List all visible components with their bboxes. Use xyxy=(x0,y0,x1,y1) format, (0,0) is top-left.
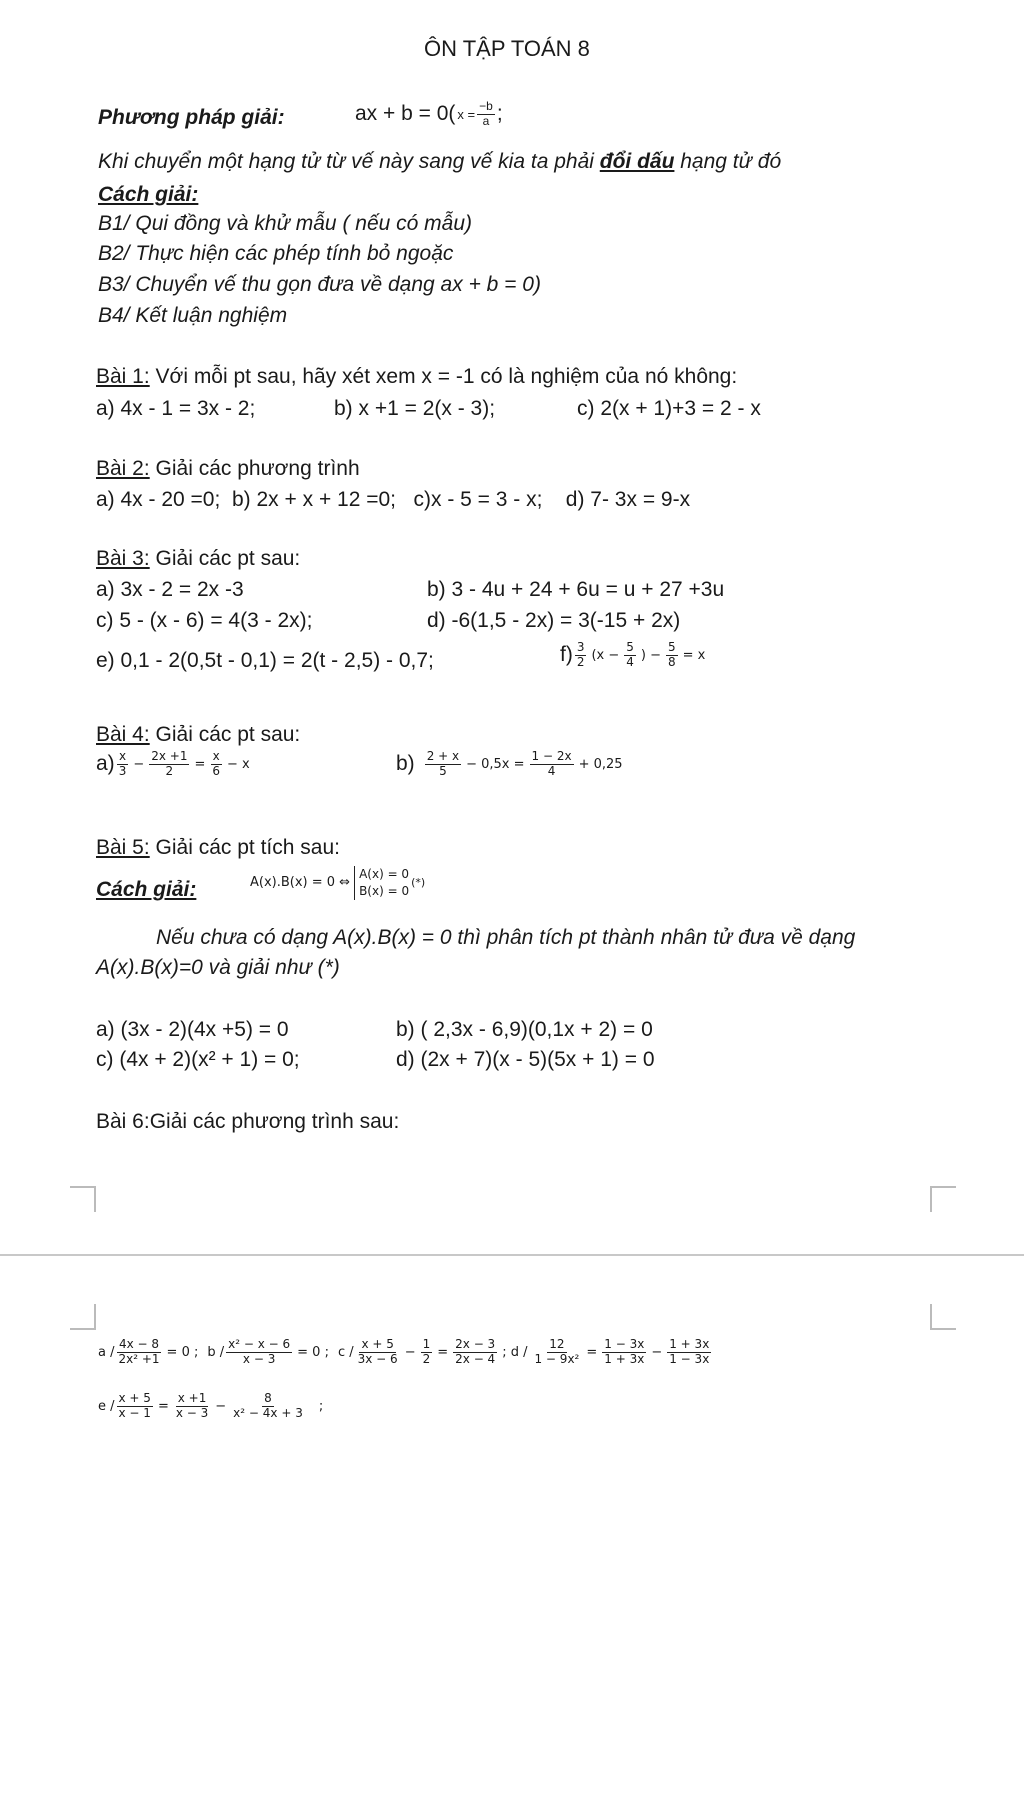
formula-lhs: ax + b = 0( xyxy=(355,102,456,126)
rule-prefix: Khi chuyển một hạng tử từ vế này sang vế kia ta phải xyxy=(98,150,600,173)
page-corner-mark xyxy=(70,1304,96,1330)
bai4-text: Giải các pt sau: xyxy=(149,723,301,746)
bai3-f xyxy=(560,641,708,670)
page-corner-mark xyxy=(930,1304,956,1330)
b4b-den2: 4 xyxy=(547,763,556,778)
f-num3: 5 xyxy=(668,640,676,654)
b4a-num3: x xyxy=(212,749,220,763)
b6e-den1: x − 1 xyxy=(118,1405,151,1420)
b6e-label: e / xyxy=(98,1398,115,1414)
bai3-e: e) 0,1 - 2(0,5t - 0,1) = 2(t - 2,5) - 0,7; xyxy=(96,649,434,672)
f-num2: 5 xyxy=(626,640,634,654)
b6a-label: a / xyxy=(98,1344,115,1360)
b6d-op: − xyxy=(651,1344,663,1360)
b6d-eq: = xyxy=(586,1344,598,1360)
bai1-c: c) 2(x + 1)+3 = 2 - x xyxy=(577,397,761,420)
method-rule xyxy=(98,150,781,174)
case-tag: (*) xyxy=(411,876,426,890)
bai3-text: Giải các pt sau: xyxy=(149,547,301,570)
bai1-a: a) 4x - 1 = 3x - 2; xyxy=(96,397,256,420)
bai3-d: d) -6(1,5 - 2x) = 3(-15 + 2x) xyxy=(427,609,681,632)
page-corner-mark xyxy=(930,1186,956,1212)
b6a-num: 4x − 8 xyxy=(118,1337,160,1351)
b6b-num: x² − x − 6 xyxy=(228,1337,291,1351)
bai4-b-label: b) xyxy=(396,752,415,776)
b6c-num1: x + 5 xyxy=(361,1337,394,1351)
page-separator xyxy=(0,1254,1024,1256)
bai2-heading xyxy=(96,457,360,481)
b4b-num1: 2 + x xyxy=(426,749,460,763)
method-formula xyxy=(355,100,503,129)
b6e-den2: x − 3 xyxy=(175,1405,209,1420)
b6e-num2: x +1 xyxy=(177,1391,207,1405)
bai5-b: b) ( 2,3x - 6,9)(0,1x + 2) = 0 xyxy=(396,1018,653,1041)
b4a-den2: 2 xyxy=(165,763,174,778)
b6d-num3: 1 + 3x xyxy=(669,1337,710,1351)
b6a-end: = 0 ; xyxy=(166,1344,199,1360)
case-1: A(x) = 0 xyxy=(359,867,410,881)
b4b-num2: 1 − 2x xyxy=(531,749,572,763)
bai3-c: c) 5 - (x - 6) = 4(3 - 2x); xyxy=(96,609,313,632)
bai6-row-2 xyxy=(98,1392,326,1421)
steps-title: Cách giải: xyxy=(98,183,199,206)
bai5-a: a) (3x - 2)(4x +5) = 0 xyxy=(96,1018,289,1041)
b4a-end: − x xyxy=(227,756,250,772)
b6e-den3: x² − 4x + 3 xyxy=(233,1405,303,1420)
page-title: ÔN TẬP TOÁN 8 xyxy=(424,36,590,61)
bai5-label: Bài 5: xyxy=(96,836,150,859)
b6c-den1: 3x − 6 xyxy=(357,1351,398,1366)
bai3-a: a) 3x - 2 = 2x -3 xyxy=(96,578,244,601)
b6c-eq: = xyxy=(437,1344,449,1360)
b6e-eq: = xyxy=(157,1398,169,1414)
bai3-f-label: f) xyxy=(560,643,573,667)
bai4-b xyxy=(396,750,626,779)
bai2-text: Giải các phương trình xyxy=(149,457,360,480)
b6c-den2: 2 xyxy=(422,1351,431,1366)
case-2: B(x) = 0 xyxy=(359,883,410,898)
bai5-d: d) (2x + 7)(x - 5)(5x + 1) = 0 xyxy=(396,1048,655,1071)
b6b-den: x − 3 xyxy=(242,1351,276,1366)
bai5-text: Giải các pt tích sau: xyxy=(149,836,340,859)
step-3: B3/ Chuyển vế thu gọn đưa về dạng ax + b = 0) xyxy=(98,273,541,296)
bai2-label: Bài 2: xyxy=(96,457,150,480)
b6e-end: ; xyxy=(318,1398,324,1414)
formula-end: ; xyxy=(496,102,503,126)
f-den3: 8 xyxy=(668,654,676,669)
b6c-den3: 2x − 4 xyxy=(455,1351,496,1366)
bai3-b: b) 3 - 4u + 24 + 6u = u + 27 +3u xyxy=(427,578,725,601)
formula-x: x = xyxy=(457,106,476,122)
bai2-row: a) 4x - 20 =0; b) 2x + x + 12 =0; c)x - 5 = 3 - x; d) 7- 3x = 9-x xyxy=(96,488,691,511)
b6c-num2: 1 xyxy=(422,1337,431,1351)
step-4: B4/ Kết luận nghiệm xyxy=(98,304,288,327)
bai5-method-formula xyxy=(250,866,425,900)
bai1-heading xyxy=(96,365,737,389)
b4b-mid: − 0,5x = xyxy=(466,756,525,772)
bai3-heading xyxy=(96,547,300,571)
f-end: = x xyxy=(682,647,706,663)
f-den1: 2 xyxy=(576,654,585,669)
step-2: B2/ Thực hiện các phép tính bỏ ngoặc xyxy=(98,242,454,265)
b6d-num2: 1 − 3x xyxy=(604,1337,645,1351)
b4a-num2: 2x +1 xyxy=(151,749,188,763)
rule-suffix: hạng tử đó xyxy=(674,150,782,173)
b6e-op: − xyxy=(215,1398,227,1414)
b6d-den3: 1 − 3x xyxy=(669,1351,710,1366)
b6e-num3: 8 xyxy=(264,1391,272,1405)
formula-num: −b xyxy=(479,99,493,113)
b6b-label: b / xyxy=(207,1344,225,1360)
bai1-label: Bài 1: xyxy=(96,365,150,388)
b4a-op1: − xyxy=(133,756,145,772)
bai5-method-label: Cách giải: xyxy=(96,878,197,901)
f-num1: 3 xyxy=(576,640,585,654)
b4a-den1: 3 xyxy=(118,763,127,778)
bai5-note-1: Nếu chưa có dạng A(x).B(x) = 0 thì phân tích pt thành nhân tử đưa về dạng xyxy=(156,926,856,949)
bai5-c: c) (4x + 2)(x² + 1) = 0; xyxy=(96,1048,300,1071)
b6c-end: ; d / xyxy=(502,1344,528,1360)
b4a-eq: = xyxy=(194,756,206,772)
f-den2: 4 xyxy=(626,654,634,669)
b6c-op: − xyxy=(404,1344,416,1360)
b4b-den1: 5 xyxy=(439,763,447,778)
b6a-den: 2x² +1 xyxy=(118,1351,160,1366)
bai1-b: b) x +1 = 2(x - 3); xyxy=(334,397,496,420)
bai5-note-2: A(x).B(x)=0 và giải như (*) xyxy=(96,956,340,979)
b6d-den2: 1 + 3x xyxy=(604,1351,645,1366)
b4a-num1: x xyxy=(118,749,127,763)
bai4-heading xyxy=(96,723,300,747)
b4a-den3: 6 xyxy=(212,763,221,778)
bai4-a-label: a) xyxy=(96,752,115,776)
rule-emphasis: đổi dấu xyxy=(599,150,675,173)
bai6-row-1 xyxy=(98,1338,713,1367)
bai4-label: Bài 4: xyxy=(96,723,150,746)
method-label: Phương pháp giải: xyxy=(98,106,285,129)
f-close: ) − xyxy=(640,647,662,663)
bai5-heading xyxy=(96,836,340,860)
b4b-end: + 0,25 xyxy=(578,756,623,772)
bai3-label: Bài 3: xyxy=(96,547,150,570)
b6b-end: = 0 ; xyxy=(297,1344,329,1360)
bai4-a xyxy=(96,750,253,779)
product-formula: A(x).B(x) = 0 ⇔ xyxy=(250,875,351,891)
b6c-label: c / xyxy=(337,1344,354,1360)
page-corner-mark xyxy=(70,1186,96,1212)
bai1-text: Với mỗi pt sau, hãy xét xem x = -1 có là nghiệm của nó không: xyxy=(149,365,738,388)
bai6-heading: Bài 6:Giải các phương trình sau: xyxy=(96,1110,400,1133)
b6e-num1: x + 5 xyxy=(118,1391,151,1405)
f-mid: (x − xyxy=(591,647,620,663)
b6d-den1: 1 − 9x² xyxy=(534,1351,580,1366)
formula-den: a xyxy=(482,113,490,128)
b6d-num1: 12 xyxy=(549,1337,565,1351)
b6c-num3: 2x − 3 xyxy=(455,1337,496,1351)
step-1: B1/ Qui đồng và khử mẫu ( nếu có mẫu) xyxy=(98,212,473,235)
